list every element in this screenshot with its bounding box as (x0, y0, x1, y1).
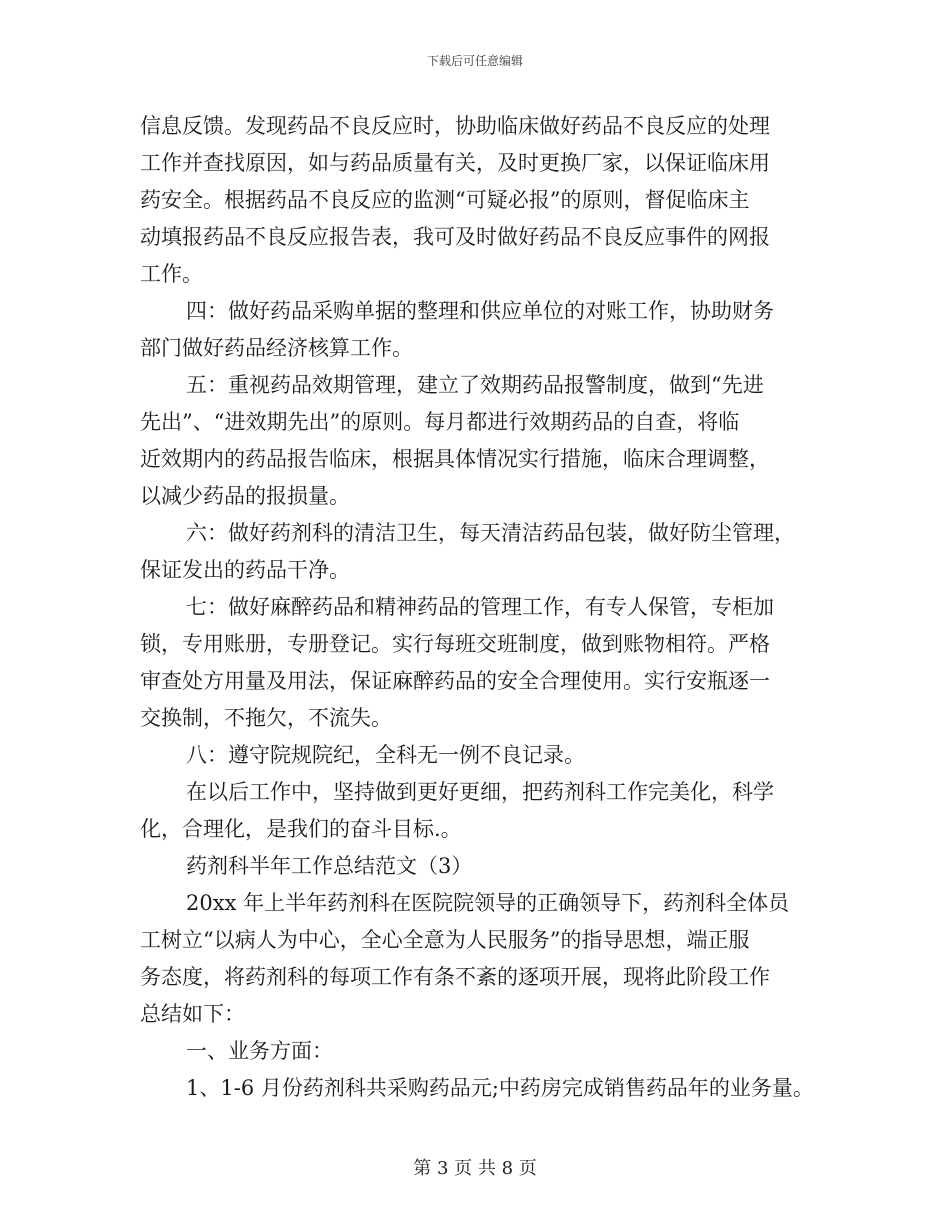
text-line: 审查处方用量及用法，保证麻醉药品的安全合理使用。实行安瓶逐一 (140, 669, 770, 693)
text-line: 锁，专用账册，专册登记。实行每班交班制度，做到账物相符。严格 (140, 632, 770, 656)
text-line: 信息反馈。发现药品不良反应时，协助临床做好药品不良反应的处理 (140, 114, 770, 138)
document-body (140, 108, 830, 1107)
text-line: 工作并查找原因，如与药品质量有关，及时更换厂家，以保证临床用 (140, 151, 770, 175)
paragraph-start-line: 六：做好药剂科的清洁卫生，每天清洁药品包装，做好防尘管理， (186, 521, 795, 545)
text-line: 保证发出的药品干净。 (140, 558, 350, 582)
subsection-heading: 一、业务方面： (186, 1039, 333, 1063)
section-title: 药剂科半年工作总结范文（3） (186, 854, 473, 878)
text-line: 动填报药品不良反应报告表，我可及时做好药品不良反应事件的网报 (140, 225, 770, 249)
paragraph-start-line: 1、1-6 月份药剂科共采购药品元;中药房完成销售药品年的业务量。 (186, 1076, 814, 1100)
paragraph-start-line: 七：做好麻醉药品和精神药品的管理工作，有专人保管，专柜加 (186, 595, 774, 619)
text-line: 工树立“以病人为中心，全心全意为人民服务”的指导思想，端正服 (140, 928, 750, 952)
paragraph-start-line: 在以后工作中，坚持做到更好更细，把药剂科工作完美化，科学 (186, 780, 774, 804)
page-header: 下载后可任意编辑 (426, 54, 523, 68)
text-line: 部门做好药品经济核算工作。 (140, 336, 413, 360)
text-line: 近效期内的药品报告临床，根据具体情况实行措施，临床合理调整， (140, 447, 770, 471)
paragraph-start-line: 八：遵守院规院纪，全科无一例不良记录。 (186, 743, 585, 767)
text-line: 先出”、“进效期先出”的原则。每月都进行效期药品的自查，将临 (140, 410, 740, 434)
text-line: 工作。 (140, 262, 203, 286)
text-line: 以减少药品的报损量。 (140, 484, 350, 508)
text-line: 化，合理化，是我们的奋斗目标.。 (140, 817, 462, 841)
paragraph-start-line: 20xx 年上半年药剂科在医院院领导的正确领导下，药剂科全体员 (186, 891, 790, 915)
paragraph-start-line: 四：做好药品采购单据的整理和供应单位的对账工作，协助财务 (186, 299, 774, 323)
page-footer: 第 3 页 共 8 页 (413, 1158, 537, 1179)
text-line: 务态度，将药剂科的每项工作有条不紊的逐项开展，现将此阶段工作 (140, 965, 770, 989)
text-line: 药安全。根据药品不良反应的监测“可疑必报”的原则，督促临床主 (140, 188, 750, 212)
paragraph-start-line: 五：重视药品效期管理，建立了效期药品报警制度，做到“先进 (186, 373, 764, 397)
text-line: 总结如下： (140, 1002, 245, 1026)
text-line: 交换制，不拖欠，不流失。 (140, 706, 392, 730)
